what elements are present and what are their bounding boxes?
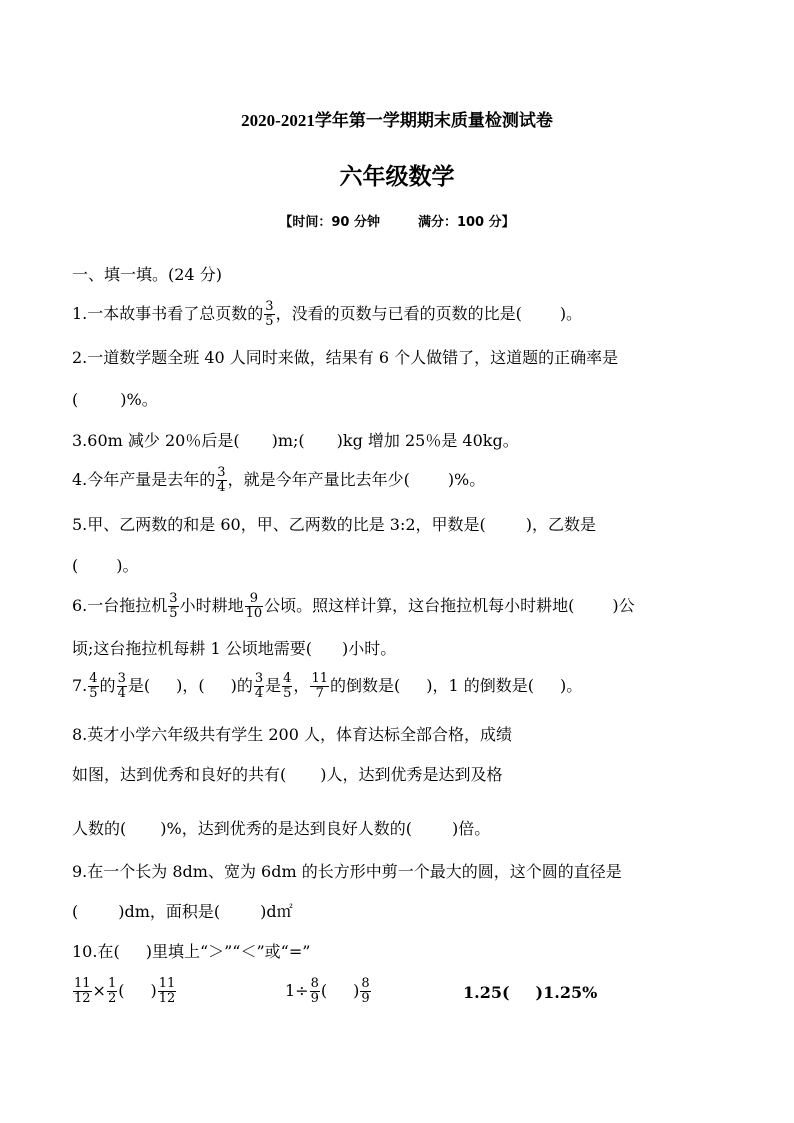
question-2-cont: ( )%。 — [72, 390, 158, 409]
question-5: 5.甲、乙两数的和是 60，甲、乙两数的比是 3:2，甲数是( )，乙数是 — [72, 515, 597, 534]
fraction: $\frac{11}{7}$ — [311, 671, 328, 701]
fraction: $\frac{1}{2}$ — [107, 976, 117, 1006]
question-8-cont: 如图，达到优秀和良好的共有( )人，达到优秀是达到及格 — [72, 765, 503, 784]
fraction: $\frac{8}{9}$ — [361, 976, 370, 1006]
fraction: $\frac{3}{5}$ — [169, 591, 178, 621]
question-6-cont: 顷;这台拖拉机每耕 1 公顷地需要( )小时。 — [72, 639, 397, 658]
fraction: $\frac{3}{4}$ — [117, 671, 126, 701]
fraction: $\frac{9}{10}$ — [245, 591, 263, 621]
exam-title: 2020-2021学年第一学期期末质量检测试卷 — [241, 111, 553, 130]
compare-expression-1: $\frac{11}{12}$ × $\frac{1}{2}$ ( ) $\frac{11}{12}$ — [74, 976, 176, 1006]
question-9: 9.在一个长为 8dm、宽为 6dm 的长方形中剪一个最大的圆，这个圆的直径是 — [72, 862, 622, 881]
question-4: 4.今年产量是去年的 $\frac{3}{4}$ ，就是今年产量比去年少( )%。 — [72, 465, 486, 495]
question-8: 8.英才小学六年级共有学生 200 人，体育达标全部合格，成绩 — [72, 725, 512, 744]
fraction: $\frac{3}{5}$ — [265, 299, 274, 329]
compare-expression-2: 1÷ $\frac{8}{9}$ ( ) $\frac{8}{9}$ — [285, 976, 370, 1006]
exam-time: 【时间：90 分钟 — [279, 215, 380, 230]
question-1: 1.一本故事书看了总页数的 $\frac{3}{5}$ ，没看的页数与已看的页数的比是( )。 — [72, 299, 583, 329]
section-heading: 一、填一填。(24 分) — [72, 265, 222, 284]
question-8-cont2: 人数的( )%，达到优秀的是达到良好人数的( )倍。 — [72, 819, 491, 838]
compare-expression-3: 1.25( )1.25% — [463, 983, 598, 1002]
question-2: 2.一道数学题全班 40 人同时来做，结果有 6 个人做错了，这道题的正确率是 — [72, 348, 619, 367]
fraction: $\frac{11}{12}$ — [74, 976, 91, 1006]
question-9-cont: ( )dm，面积是( )d㎡ — [72, 902, 293, 921]
question-5-cont: ( )。 — [72, 556, 139, 575]
exam-info — [0, 211, 794, 230]
question-7: 7. $\frac{4}{5}$ 的 $\frac{3}{4}$ 是( )，( )的 $\frac{3}{4}$ 是 $\frac{4}{5}$ ， $\frac{11}{7}$ 的倒数是( )，1 的倒数是( )。 — [72, 671, 583, 701]
fraction: $\frac{4}{5}$ — [283, 671, 292, 701]
question-10: 10.在( )里填上“＞”“＜”或“=” — [72, 942, 311, 961]
fraction: $\frac{3}{4}$ — [217, 465, 226, 495]
fraction: $\frac{4}{5}$ — [89, 671, 98, 701]
fraction: $\frac{3}{4}$ — [254, 671, 264, 701]
fraction: $\frac{8}{9}$ — [310, 976, 319, 1006]
question-6: 6.一台拖拉机 $\frac{3}{5}$ 小时耕地 $\frac{9}{10}$ 公顷。照这样计算，这台拖拉机每小时耕地( )公 — [72, 591, 635, 621]
exam-score: 满分：100 分】 — [417, 215, 515, 230]
fraction: $\frac{11}{12}$ — [158, 976, 176, 1006]
exam-subject: 六年级数学 — [339, 163, 455, 190]
question-3: 3.60m 减少 20％后是( )m;( )kg 增加 25％是 40kg。 — [72, 431, 519, 450]
